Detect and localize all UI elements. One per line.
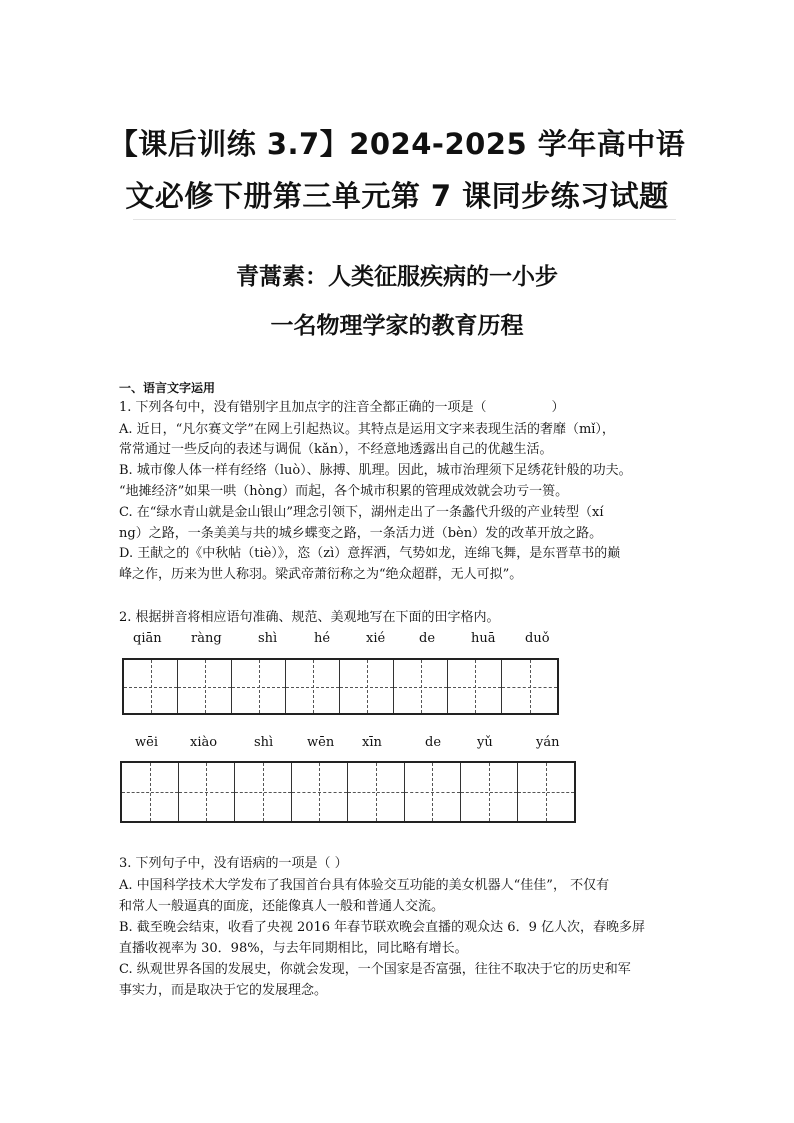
tianzi-cell[interactable] — [292, 763, 349, 821]
tianzi-cell[interactable] — [286, 660, 340, 713]
tianzi-cell[interactable] — [394, 660, 448, 713]
q3-option-c-line2: 事实力，而是取决于它的发展理念。 — [119, 983, 328, 998]
tianzi-cell[interactable] — [235, 763, 292, 821]
q3-stem: 3. 下列句子中，没有语病的一项是（ ） — [119, 856, 348, 871]
q2-stem: 2. 根据拼音将相应语句准确、规范、美观地写在下面的田字格内。 — [119, 610, 500, 625]
q1-option-d-line1: D. 王献之的《中秋帖（tiè）》，恣（zì）意挥洒，气势如龙，连绵飞舞，是东晋草书的巅 — [119, 546, 621, 561]
pinyin-label: xīn — [362, 735, 382, 750]
pinyin-label: de — [425, 735, 442, 750]
tianzi-cell[interactable] — [122, 763, 179, 821]
section-heading: 一、语言文字运用 — [119, 381, 216, 395]
tianzi-grid-row2[interactable] — [120, 761, 576, 823]
pinyin-label: huā — [471, 631, 496, 646]
lesson-title-2: 一名物理学家的教育历程 — [270, 313, 524, 339]
tianzi-cell[interactable] — [461, 763, 518, 821]
tianzi-cell[interactable] — [502, 660, 557, 713]
pinyin-label: de — [419, 631, 436, 646]
document-title-line1: 【课后训练 3.7】2024-2025 学年高中语 — [108, 127, 686, 161]
pinyin-label: wēn — [307, 735, 335, 750]
pinyin-label: duǒ — [525, 631, 550, 646]
pinyin-label: shì — [258, 631, 278, 646]
tianzi-cell[interactable] — [448, 660, 502, 713]
pinyin-label: yán — [536, 735, 560, 750]
pinyin-label: xiào — [190, 735, 218, 750]
tianzi-cell[interactable] — [340, 660, 394, 713]
pinyin-label: shì — [254, 735, 274, 750]
lesson-title-1: 青蒿素：人类征服疾病的一小步 — [236, 264, 558, 290]
q1-stem: 1. 下列各句中，没有错别字且加点字的注音全都正确的一项是（ ） — [119, 400, 565, 415]
q3-option-a-line2: 和常人一般逼真的面庞，还能像真人一般和普通人交流。 — [119, 899, 445, 914]
q1-option-b-line2: “地摊经济”如果一哄（hòng）而起，各个城市积累的管理成效就会功亏一篑。 — [119, 484, 569, 499]
q1-option-c-line1: C. 在“绿水青山就是金山银山”理念引领下，湖州走出了一条蠡代升级的产业转型（xí — [119, 505, 604, 520]
pinyin-label: ràng — [191, 631, 222, 646]
tianzi-cell[interactable] — [518, 763, 575, 821]
q1-option-b-line1: B. 城市像人体一样有经络（luò）、脉搏、肌理。因此，城市治理须下足绣花针般的功夫。 — [119, 463, 632, 478]
title-divider — [133, 219, 676, 220]
tianzi-grid-row1[interactable] — [122, 658, 559, 715]
q3-option-c-line1: C. 纵观世界各国的发展史，你就会发现，一个国家是否富强，往往不取决于它的历史和军 — [119, 962, 631, 977]
q3-option-b-line1: B. 截至晚会结束，收看了央视 2016 年春节联欢晚会直播的观众达 6．9 亿人次，春晚多屏 — [119, 920, 645, 935]
q1-option-c-line2: ng）之路，一条美美与共的城乡蝶变之路，一条活力迸（bèn）发的改革开放之路。 — [119, 526, 603, 541]
q3-option-b-line2: 直播收视率为 30．98%，与去年同期相比，同比略有增长。 — [119, 941, 468, 956]
tianzi-cell[interactable] — [405, 763, 462, 821]
pinyin-label: yǔ — [477, 735, 493, 750]
pinyin-label: hé — [314, 631, 331, 646]
tianzi-cell[interactable] — [124, 660, 178, 713]
q1-option-a-line2: 常常通过一些反向的表述与调侃（kǎn），不经意地透露出自己的优越生活。 — [119, 442, 553, 457]
pinyin-label: wēi — [135, 735, 158, 750]
tianzi-cell[interactable] — [348, 763, 405, 821]
tianzi-cell[interactable] — [178, 660, 232, 713]
document-title-line2: 文必修下册第三单元第 7 课同步练习试题 — [125, 179, 669, 213]
tianzi-cell[interactable] — [232, 660, 286, 713]
pinyin-label: qiān — [133, 631, 162, 646]
q3-option-a-line1: A. 中国科学技术大学发布了我国首台具有体验交互功能的美女机器人“佳佳”， 不仅有 — [119, 878, 610, 893]
q1-option-a-line1: A. 近日，“凡尔赛文学”在网上引起热议。其特点是运用文字来表现生活的奢靡（mǐ）， — [119, 422, 615, 437]
tianzi-cell[interactable] — [179, 763, 236, 821]
pinyin-label: xié — [366, 631, 386, 646]
q1-option-d-line2: 峰之作，历来为世人称羽。梁武帝萧衍称之为“绝众超群，无人可拟”。 — [119, 567, 523, 582]
